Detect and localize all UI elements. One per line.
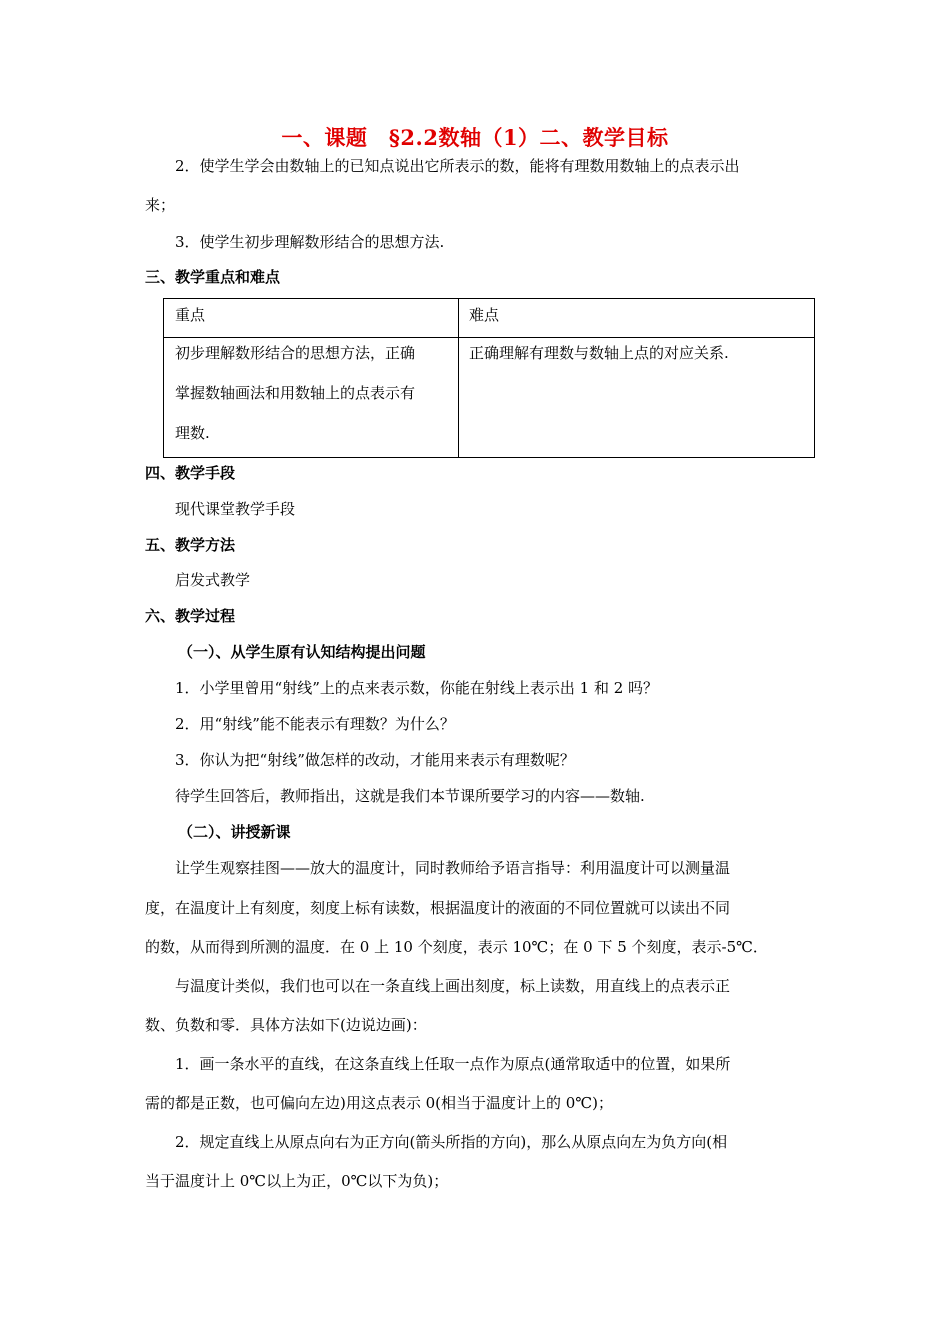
table-cell-key-point-line: 初步理解数形结合的思想方法，正确 <box>175 344 416 362</box>
section-5-heading: 五、教学方法 <box>145 536 236 554</box>
key-points-table <box>163 298 815 458</box>
teacher-summary: 待学生回答后，教师指出，这就是我们本节课所要学习的内容——数轴. <box>175 787 645 805</box>
goal-2-line-cont: 来； <box>145 196 176 214</box>
question-2: 2．用“射线”能不能表示有理数？为什么？ <box>175 715 455 733</box>
table-cell-difficulty: 正确理解有理数与数轴上点的对应关系. <box>469 344 729 362</box>
paragraph-line: 与温度计类似，我们也可以在一条直线上画出刻度，标上读数，用直线上的点表示正 <box>175 977 731 995</box>
paragraph-line: 数、负数和零．具体方法如下(边说边画)： <box>145 1016 427 1034</box>
table-header-difficulty: 难点 <box>469 306 500 324</box>
step-2-line: 2．规定直线上从原点向右为正方向(箭头所指的方向)，那么从原点向左为负方向(相 <box>175 1133 728 1151</box>
section-3-heading: 三、教学重点和难点 <box>145 268 281 286</box>
part-1-heading: （一）、从学生原有认知结构提出问题 <box>178 643 426 661</box>
table-column-divider <box>458 299 459 457</box>
part-2-heading: （二）、讲授新课 <box>178 823 291 841</box>
question-1: 1．小学里曾用“射线”上的点来表示数，你能在射线上表示出 1 和 2 吗？ <box>175 679 659 697</box>
section-6-heading: 六、教学过程 <box>145 607 236 625</box>
goal-3-line: 3．使学生初步理解数形结合的思想方法. <box>175 233 445 251</box>
step-1-line: 需的都是正数，也可偏向左边)用这点表示 0(相当于温度计上的 0℃)； <box>145 1094 613 1112</box>
paragraph-line: 度，在温度计上有刻度，刻度上标有读数，根据温度计的液面的不同位置就可以读出不同 <box>145 899 731 917</box>
table-cell-key-point-line: 掌握数轴画法和用数轴上的点表示有 <box>175 384 416 402</box>
goal-2-line: 2．使学生学会由数轴上的已知点说出它所表示的数，能将有理数用数轴上的点表示出 <box>175 157 740 175</box>
section-4-text: 现代课堂教学手段 <box>175 500 296 518</box>
table-cell-key-point-line: 理数. <box>175 424 210 442</box>
paragraph-line: 的数，从而得到所测的温度．在 0 上 10 个刻度，表示 10℃；在 0 下 5 个刻度，表示-5℃． <box>145 938 768 956</box>
step-2-line: 当于温度计上 0℃以上为正，0℃以下为负)； <box>145 1172 449 1190</box>
document-title: 一、课题 §2.2数轴（1）二、教学目标 <box>281 125 669 150</box>
step-1-line: 1．画一条水平的直线，在这条直线上任取一点作为原点(通常取适中的位置，如果所 <box>175 1055 731 1073</box>
section-4-heading: 四、教学手段 <box>145 464 236 482</box>
table-row-divider <box>164 337 814 338</box>
paragraph-line: 让学生观察挂图——放大的温度计，同时教师给予语言指导：利用温度计可以测量温 <box>175 859 731 877</box>
question-3: 3．你认为把“射线”做怎样的改动，才能用来表示有理数呢？ <box>175 751 575 769</box>
table-header-key-point: 重点 <box>175 306 206 324</box>
section-5-text: 启发式教学 <box>175 571 251 589</box>
